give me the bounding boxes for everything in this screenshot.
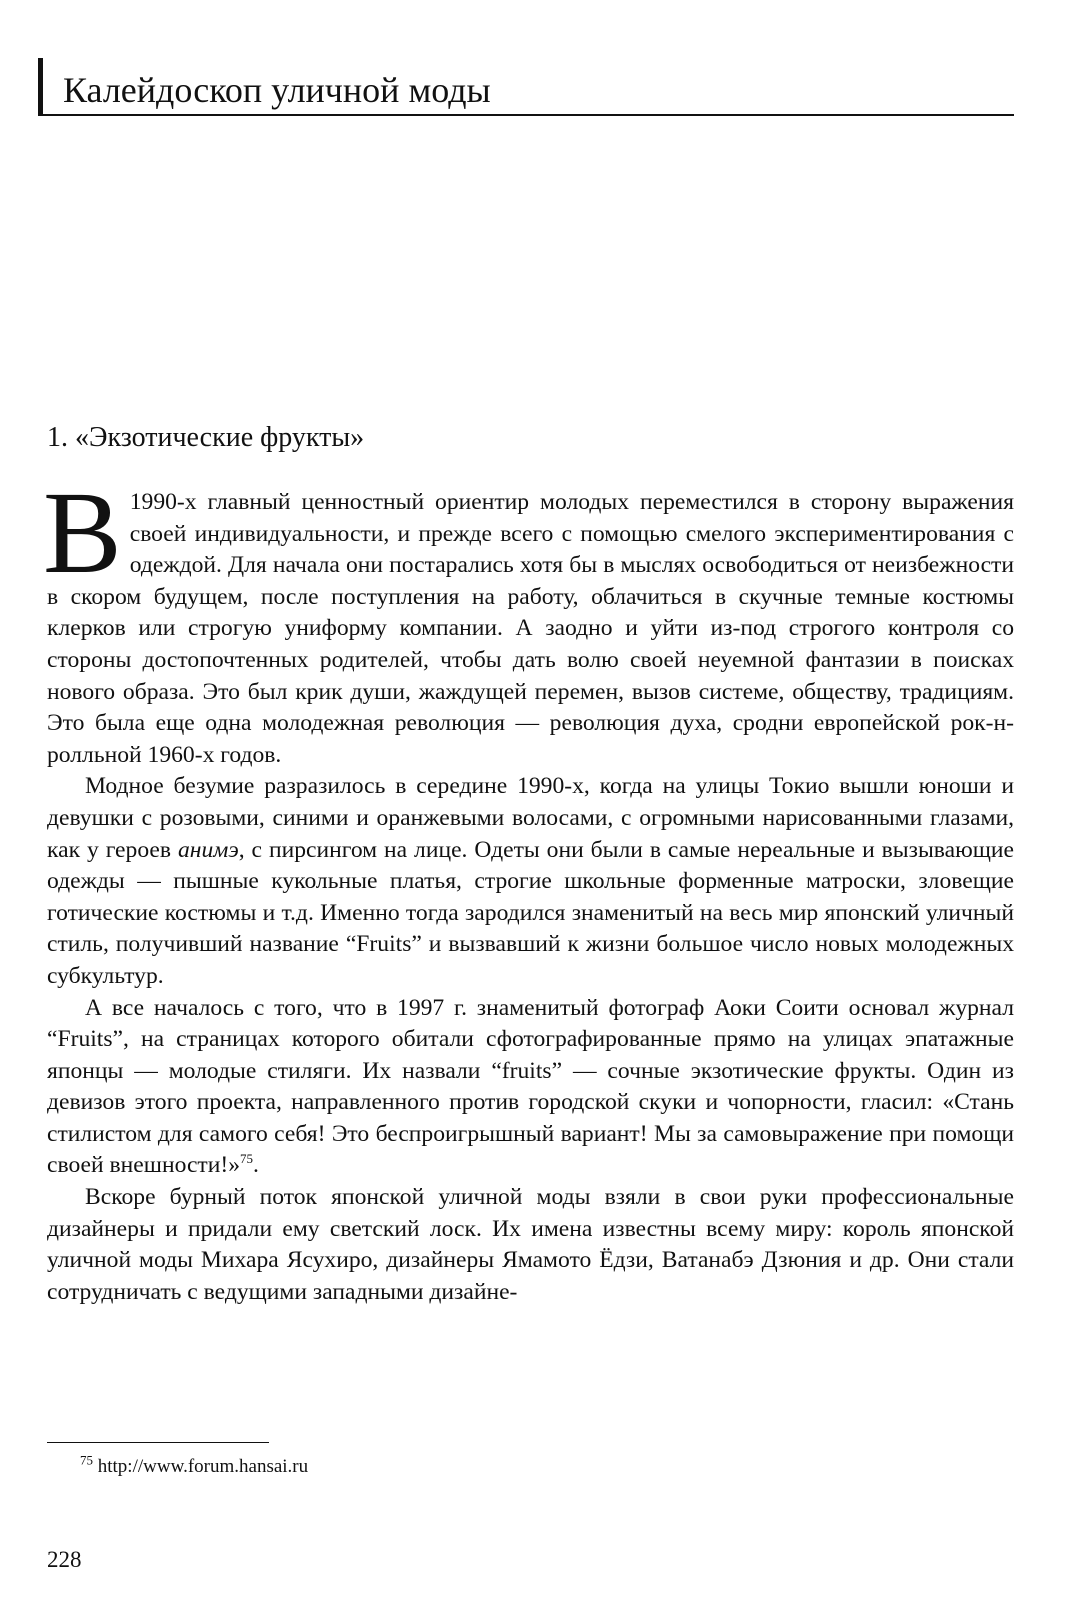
paragraph-1 (43, 467, 1014, 771)
paragraph-3 (47, 993, 1014, 1183)
paragraph-3-text: А все началось с того, что в 1997 г. знаменитый фотограф Аоки Соити основал журнал “Fruits”, на страницах которого обитали сфотографированные прямо на улицах эпатажные японцы — молодые стиляги. Их назвали “fruits” — сочные экзотические фрукты. Один из девизов этого проекта, направленного против городской скуки и чопорности, гласил: «Стань стилистом для самого себя! Это беспроигрышный вариант! Мы за самовыражение при помощи своей внешности!» (47, 994, 1014, 1179)
footnote (80, 1452, 309, 1479)
footnote-reference: 75 (240, 1151, 254, 1167)
page-number: 228 (47, 1547, 82, 1572)
paragraph-2-emphasis: анимэ (177, 836, 239, 863)
section-title: 1. «Экзотические фрукты» (47, 422, 365, 453)
drop-cap: В (43, 467, 122, 598)
paragraph-4-text: Вскоре бурный поток японской уличной моды взяли в свои руки профессиональные дизайнеры и придали ему светский лоск. Их имена известны всему миру: король японской уличной моды Михара Ясухиро, дизайнеры Ямамото Ёдзи, Ватанабэ Дзюния и др. Они стали сотрудничать с ведущими западными дизайне- (47, 1184, 1014, 1305)
paragraph-2 (47, 771, 1014, 992)
running-head (38, 58, 1014, 116)
paragraph-1-text: 1990-х главный ценностный ориентир молодых переместился в сторону выражения своей индивидуальности, и прежде всего с помощью смелого экспериментирования с одеждой. Для начала они постарались хотя бы в мыслях освободиться от неизбежности в скором будущем, после поступления на работу, облачиться в скучные темные костюмы клерков или строгую униформу компании. А заодно и уйти из-под строгого контроля со стороны достопочтенных родителей, чтобы дать волю своей неуемной фантазии в поисках нового образа. Это был крик души, жаждущей перемен, вызов системе, обществу, традициям. Это была еще одна молодежная революция — революция духа, сродни европейской рок-н-ролльной 1960-х годов. (47, 489, 1014, 768)
body-text (43, 467, 1014, 1308)
paragraph-2-text-end: , с пирсингом на лице. Одеты они были в самые нереальные и вызывающие одежды — пышные кукольные платья, строгие школьные форменные матроски, зловещие готические костюмы и т.д. Именно тогда зародился знаменитый на весь мир японский уличный стиль, получивший название “Fruits” и вызвавший к жизни большое число новых молодежных субкультур. (47, 836, 1014, 989)
footnote-url: http://www.forum.hansai.ru (97, 1456, 309, 1477)
paragraph-4 (47, 1182, 1014, 1308)
running-head-title: Калейдоскоп уличной моды (63, 70, 491, 110)
paragraph-2-text-start: Модное безумие разразилось в середине 1990-х, когда на улицы Токио вышли юноши и девушки с розовыми, синими и оранжевыми волосами, с огромными нарисованными глазами, как у героев (47, 773, 1014, 863)
paragraph-3-text-end: . (253, 1152, 259, 1179)
footnote-number: 75 (80, 1452, 93, 1468)
footnote-divider (47, 1442, 269, 1443)
